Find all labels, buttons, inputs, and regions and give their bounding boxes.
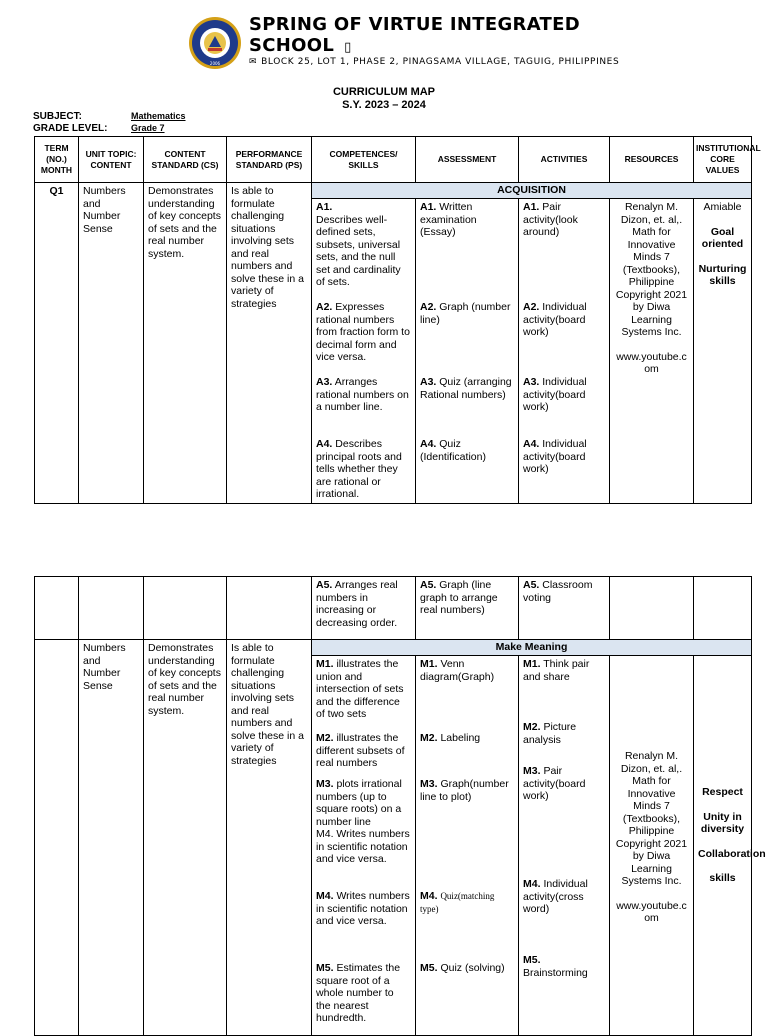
a5-activity: A5. Classroom voting bbox=[519, 577, 610, 640]
content-standard-cell-2: Demonstrates understanding of key concepts of sets and the real number system. bbox=[144, 640, 227, 1036]
acquisition-band: ACQUISITION bbox=[312, 183, 752, 199]
assessment-cell-2: M1. Venn diagram(Graph) M2. Labeling M3. Graph(number line to plot) M4. Quiz(matching type) M5. Quiz (solving) bbox=[416, 656, 519, 1036]
resources-cell-2: Renalyn M. Dizon, et. al,. Math for Innovative Minds 7 (Textbooks), Philippine Copyright 2021 by Diwa Learning Systems Inc. www.youtube.com bbox=[610, 656, 694, 1036]
make-meaning-band: Make Meaning bbox=[312, 640, 752, 656]
resources-cell: Renalyn M. Dizon, et. al,. Math for Innovative Minds 7 (Textbooks), Philippine Copyright 2021 by Diwa Learning Systems Inc. www.youtube.com bbox=[610, 199, 694, 504]
school-name: SPRING OF VIRTUE INTEGRATED SCHOOL ▯ bbox=[249, 14, 580, 56]
col-header-unit-topic: UNIT TOPIC: CONTENT bbox=[79, 137, 144, 183]
a5-competency: A5. Arranges real numbers in increasing or decreasing order. bbox=[312, 577, 416, 640]
school-address: ✉ BLOCK 25, LOT 1, PHASE 2, PINAGSAMA VILLAGE, TAGUIG, PHILIPPINES bbox=[249, 57, 620, 67]
col-header-assessment: ASSESSMENT bbox=[416, 137, 519, 183]
curriculum-map-table-continued bbox=[34, 576, 766, 1036]
performance-standard-cell-2: Is able to formulate challenging situations involving sets and real numbers and solve these in a variety of strategies bbox=[227, 640, 312, 1036]
col-header-performance-standard: PERFORMANCE STANDARD (PS) bbox=[227, 137, 312, 183]
col-header-term: TERM (NO.) MONTH bbox=[35, 137, 79, 183]
performance-standard-cell: Is able to formulate challenging situations involving sets and real numbers and solve these in a variety of strategies bbox=[227, 183, 312, 504]
assessment-cell: A1. Written examination (Essay) A2. Graph (number line) A3. Quiz (arranging Rational numbers) A4. Quiz (Identification) bbox=[416, 199, 519, 504]
core-values-cell: Amiable Goal oriented Nurturing skills bbox=[694, 199, 752, 504]
table-header-row bbox=[35, 137, 752, 183]
subject-value: Mathematics bbox=[131, 111, 186, 121]
unit-topic-cell-2: Numbers and Number Sense bbox=[79, 640, 144, 1036]
col-header-content-standard: CONTENT STANDARD (CS) bbox=[144, 137, 227, 183]
core-values-cell-2: Respect Unity in diversity Collaboration skills bbox=[694, 656, 752, 1036]
col-header-core-values: INSTITUTIONAL CORE VALUES bbox=[694, 137, 752, 183]
envelope-icon: ✉ bbox=[249, 57, 258, 67]
a5-assessment: A5. Graph (line graph to arrange real numbers) bbox=[416, 577, 519, 640]
grade-level-label: GRADE LEVEL: bbox=[33, 123, 108, 134]
school-year: S.Y. 2023 – 2024 bbox=[342, 99, 426, 111]
grade-level-value: Grade 7 bbox=[131, 123, 165, 133]
unit-topic-cell: Numbers and Number Sense bbox=[79, 183, 144, 504]
term-cell: Q1 bbox=[35, 183, 79, 504]
svg-text:2006: 2006 bbox=[209, 61, 221, 66]
competencies-cell-2: M1. illustrates the union and intersection of sets and the difference of two sets M2. illustrates the different subsets of real numbers M3. plots irrational numbers (up to square roots) on a number line M4. Writes numbers in scientific notation and vice versa. M4. Writes numbers in scientific notation and vice versa. M5. Estimates the square root of a whole number to the nearest hundredth. bbox=[312, 656, 416, 1036]
competencies-cell: A1. Describes well-defined sets, subsets, universal sets, and the null set and cardinality of sets. A2. Expresses rational numbers from fraction form to decimal form and vice versa. A3. Arranges rational numbers on a number line. A4. Describes principal roots and tells whether they are rational or irrational. bbox=[312, 199, 416, 504]
col-header-activities: ACTIVITIES bbox=[519, 137, 610, 183]
activities-cell: A1. Pair activity(look around) A2. Individual activity(board work) A3. Individual activity(board work) A4. Individual activity(board work) bbox=[519, 199, 610, 504]
subject-label: SUBJECT: bbox=[33, 111, 82, 122]
curriculum-map-table bbox=[34, 136, 761, 504]
continued-row-a5 bbox=[35, 577, 752, 640]
document-title: CURRICULUM MAP S.Y. 2023 – 2024 bbox=[0, 86, 768, 112]
placeholder-glyph: ▯ bbox=[344, 40, 352, 55]
resource-link: www.youtube.com bbox=[616, 350, 687, 375]
activities-cell-2: M1. Think pair and share M2. Picture analysis M3. Pair activity(board work) M4. Individual activity(cross word) M5. Brainstorming bbox=[519, 656, 610, 1036]
col-header-resources: RESOURCES bbox=[610, 137, 694, 183]
content-standard-cell: Demonstrates understanding of key concepts of sets and the real number system. bbox=[144, 183, 227, 504]
col-header-competences: COMPETENCES/ SKILLS bbox=[312, 137, 416, 183]
school-seal-logo bbox=[188, 16, 242, 70]
resource-link-2: www.youtube.com bbox=[616, 899, 687, 924]
